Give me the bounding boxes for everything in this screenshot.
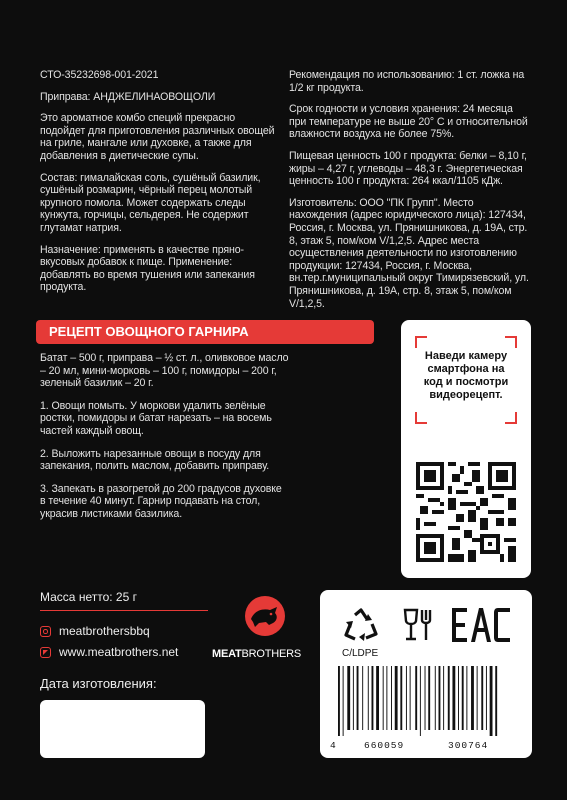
recycling-code: C/LDPE [342, 648, 379, 659]
recipe-step: 2. Выложить нарезанные овощи в посуду для запекания, полить маслом, добавить приправу. [40, 447, 270, 473]
production-date-label: Дата изготовления: [40, 676, 157, 691]
instagram-handle[interactable] [40, 624, 150, 638]
barcode-bar [410, 666, 411, 730]
barcode-bar [395, 666, 398, 730]
barcode-left-digits: 660059 [364, 740, 405, 751]
barcode-bar [362, 666, 363, 730]
barcode-bar [383, 666, 384, 730]
product-description: Это ароматное комбо специй прекрасно подойдет для приготовления различных овощей на гриле, мангале или духовке, а также для добавления в диетические супы. [40, 112, 275, 162]
barcode-bar [343, 666, 344, 736]
nutrition-facts: Пищевая ценность 100 г продукта: белки – 8,10 г, жиры – 4,27 г, углеводы – 48,3 г. Энергетическая ценность 100 г продукта: 264 ккал/1105 кДж. [289, 149, 527, 188]
food-safe-icon [402, 608, 436, 642]
recipe-step: 3. Запекать в разогретой до 200 градусов духовке в течение 40 минут. Гарнир подавать на стол, украсив листиками базилика. [40, 482, 282, 520]
website-label: www.meatbrothers.net [59, 645, 179, 659]
qr-caption: Наведи камеру смартфона на код и посмотри видеорецепт. [423, 350, 509, 401]
barcode-bar [477, 666, 478, 730]
website-link[interactable] [40, 645, 178, 659]
barcode-bar [425, 666, 426, 730]
barcode-bar [420, 666, 421, 736]
barcode-first-digit: 4 [330, 740, 336, 751]
barcode-bar [490, 666, 493, 736]
barcode-bar [386, 666, 387, 730]
barcode-bar [415, 666, 417, 730]
barcode-bar [338, 666, 340, 736]
barcode-bar [391, 666, 392, 730]
production-date-box [40, 700, 205, 758]
composition-text: Состав: гималайская соль, сушёный базилик, сушёный розмарин, чёрный перец молотый крупного помола. Может содержать следы кунжута, горчицы, сельдерея. Не содержит глутамат натрия. [40, 171, 261, 234]
product-name: Приправа: АНДЖЕЛИНАОВОЩОЛИ [40, 90, 216, 103]
brand-part2: BROTHERS [241, 648, 302, 660]
manufacturer-info: Изготовитель: ООО "ПК Групп". Место нахождения (адрес юридического лица): 127434, Россия, г. Москва, ул. Прянишникова, д. 19А, стр. 8, этаж 5, пом/ком V/1,2,5. Адрес места осуществления деятельности по изготовлению продукции: 127434, Россия, г. Москва, вн.тер.г.муниципальный округ Тимирязевский, ул. Прянишникова, д. 19А, стр. 8, этаж 5, пом/ком V/1,2,5. [289, 196, 529, 310]
cursor-icon [40, 647, 51, 658]
right-info-column [289, 69, 529, 319]
frame-corner [415, 336, 427, 348]
instagram-label: meatbrothersbbq [59, 624, 150, 638]
storage-conditions: Срок годности и условия хранения: 24 месяца при температуре не выше 20° С и относительной влажности воздуха не более 75%. [289, 103, 528, 141]
qr-code-icon[interactable] [416, 462, 516, 562]
barcode-bar [372, 666, 374, 730]
bull-logo-icon [244, 595, 286, 637]
barcode-bar [376, 666, 379, 730]
barcode-bar [466, 666, 467, 730]
barcode-bar [400, 666, 402, 730]
frame-corner [505, 412, 517, 424]
divider-line [40, 610, 208, 611]
recipe-step: 1. Овощи помыть. У моркови удалить зелёные ростки, помидоры и батат нарезать – на восемь частей каждый овощ. [40, 399, 272, 437]
barcode-bar [443, 666, 444, 730]
barcode-bar [486, 666, 487, 730]
recipe-body [40, 352, 290, 531]
barcode-bar [353, 666, 354, 730]
barcode-bar [368, 666, 369, 730]
barcode-bar [439, 666, 441, 730]
barcode-bar [471, 666, 474, 730]
barcode-bar [481, 666, 483, 730]
net-mass: Масса нетто: 25 г [40, 590, 137, 604]
certification-card [320, 590, 532, 758]
barcode-bar [458, 666, 459, 730]
barcode-bar [347, 666, 350, 730]
qr-card [401, 320, 531, 578]
left-info-column [40, 69, 275, 303]
purpose-text: Назначение: применять в качестве пряно-вкусовых добавок к пище. Применение: добавлять во время тушения или запекания продукта. [40, 243, 255, 294]
eac-mark-icon [452, 608, 514, 644]
usage-recommendation: Рекомендация по использованию: 1 ст. ложка на 1/2 кг продукта. [289, 69, 525, 94]
brand-name [212, 648, 301, 660]
barcode-bar [435, 666, 436, 730]
brand-part1: MEAT [212, 648, 242, 660]
instagram-icon [40, 626, 51, 637]
barcode-bar [357, 666, 359, 730]
recipe-ingredients: Батат – 500 г, приправа – ½ ст. л., оливковое масло – 20 мл, мини-морковь – 100 г, помидоры – 200 г, зеленый базилик – 20 г. [40, 352, 289, 390]
barcode-bar [448, 666, 450, 730]
barcode-right-digits: 300764 [448, 740, 489, 751]
barcode-icon [336, 666, 518, 736]
recycle-icon [342, 608, 380, 644]
barcode-bar [428, 666, 430, 730]
frame-corner [505, 336, 517, 348]
frame-corner [415, 412, 427, 424]
barcode-bar [462, 666, 464, 730]
standard-code: СТО-35232698-001-2021 [40, 69, 159, 81]
barcode-bar [452, 666, 455, 730]
barcode-bar [495, 666, 497, 736]
recipe-title-bar: РЕЦЕПТ ОВОЩНОГО ГАРНИРА [36, 320, 374, 344]
barcode-bar [406, 666, 407, 730]
